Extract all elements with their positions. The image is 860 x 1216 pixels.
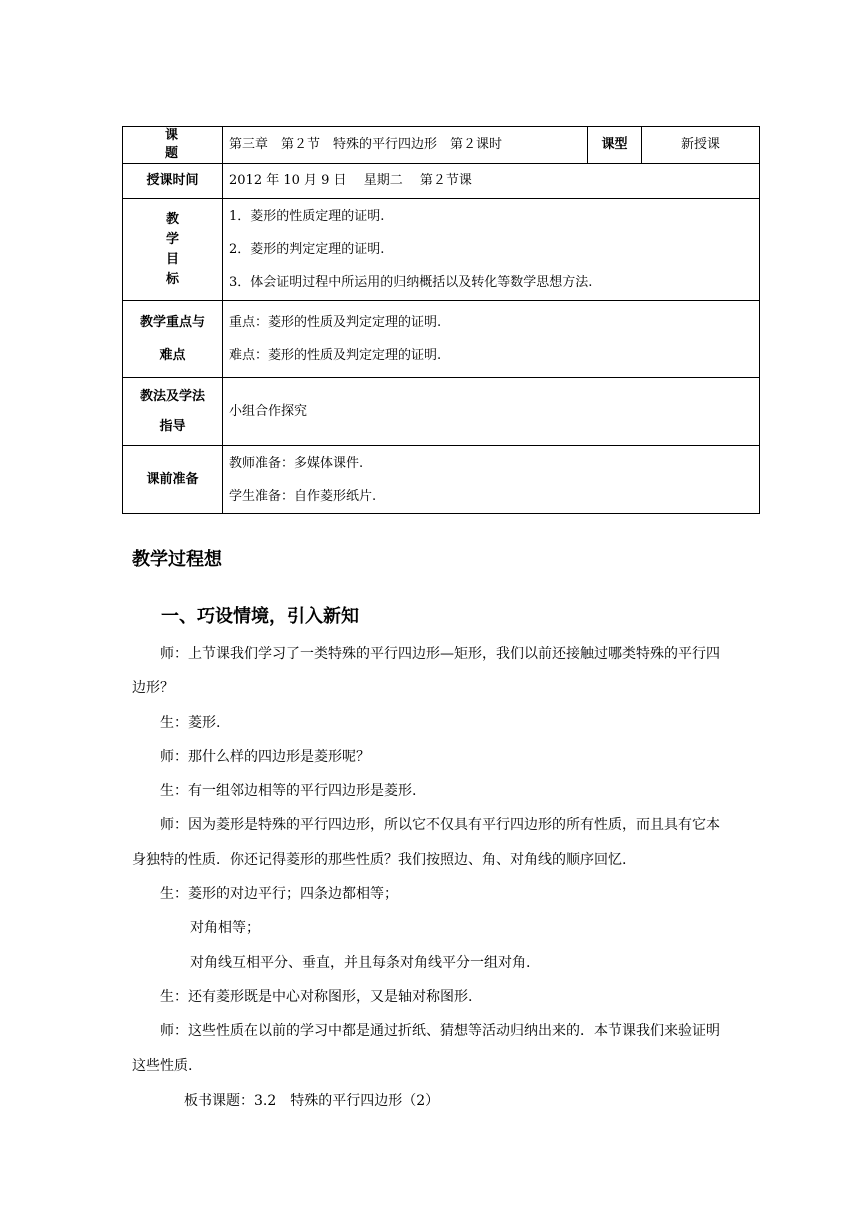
lesson-plan-table [122, 126, 760, 514]
prep-label: 课前准备 [123, 446, 223, 514]
paragraph: 师：因为菱形是特殊的平行四边形，所以它不仅具有平行四边形的所有性质，而且具有它本身独特的性质．你还记得菱形的那些性质？我们按照边、角、对角线的顺序回忆. [132, 817, 720, 868]
method-value: 小组合作探究 [223, 378, 760, 446]
time-value: 2012 年 10 月 9 日 星期二 第２节课 [223, 164, 760, 199]
paragraph: 生：有一组邻边相等的平行四边形是菱形. [160, 783, 417, 800]
method-label-line1: 教法及学法 [139, 388, 205, 404]
paragraph: 师：上节课我们学习了一类特殊的平行四边形—矩形，我们以前还接触过哪类特殊的平行四边形？ [132, 646, 720, 697]
paragraph: 对角线互相平分、垂直，并且每条对角线平分一组对角. [190, 954, 531, 971]
method-row [123, 378, 760, 446]
method-label [123, 378, 223, 446]
focus-label [123, 301, 223, 378]
section-heading: 教学过程想 [132, 549, 222, 570]
goals-label-char: 教 [165, 211, 179, 227]
prep-student: 学生准备：自作菱形纸片. [229, 488, 377, 504]
type-value: 新授课 [642, 127, 760, 164]
topic-value: 第三章 第２节 特殊的平行四边形 第２课时 [223, 127, 588, 164]
goals-label [123, 199, 223, 301]
focus-label-line1: 教学重点与 [139, 315, 205, 330]
paragraph: 生：菱形的对边平行；四条边都相等； [160, 886, 398, 903]
dialogue-body [132, 637, 732, 1118]
goals-label-char: 学 [165, 231, 179, 247]
prep-content [223, 446, 760, 514]
method-label-line2: 指导 [159, 418, 186, 434]
time-row [123, 164, 760, 199]
time-label: 授课时间 [123, 164, 223, 199]
goal-item: 3．体会证明过程中所运用的归纳概括以及转化等数学思想方法. [229, 275, 593, 290]
subsection-heading: 一、巧设情境，引入新知 [161, 606, 359, 627]
goal-item: 2．菱形的判定定理的证明. [229, 242, 385, 257]
paragraph: 生：还有菱形既是中心对称图形，又是轴对称图形. [160, 988, 473, 1005]
paragraph: 师：那什么样的四边形是菱形呢？ [160, 748, 370, 765]
topic-label: 课 题 [123, 127, 223, 164]
paragraph: 师：这些性质在以前的学习中都是通过折纸、猜想等活动归纳出来的．本节课我们来验证明这些性质. [132, 1023, 720, 1074]
goal-item: 1．菱形的性质定理的证明. [229, 209, 385, 224]
board-title: 板书课题：3.2 特殊的平行四边形（2） [184, 1092, 440, 1109]
focus-row [123, 301, 760, 378]
paragraph: 对角相等； [190, 920, 260, 937]
prep-row [123, 446, 760, 514]
focus-difficult: 难点：菱形的性质及判定定理的证明. [229, 348, 442, 363]
focus-key: 重点：菱形的性质及判定定理的证明. [229, 315, 442, 330]
focus-label-line2: 难点 [159, 348, 186, 363]
prep-teacher: 教师准备：多媒体课件. [229, 455, 364, 471]
paragraph: 生：菱形. [160, 714, 221, 731]
topic-row [123, 127, 760, 164]
goals-label-char: 目 [165, 251, 179, 267]
focus-content [223, 301, 760, 378]
goals-list [223, 199, 760, 301]
type-label: 课型 [588, 127, 642, 164]
goals-label-char: 标 [165, 271, 179, 287]
goals-row [123, 199, 760, 301]
